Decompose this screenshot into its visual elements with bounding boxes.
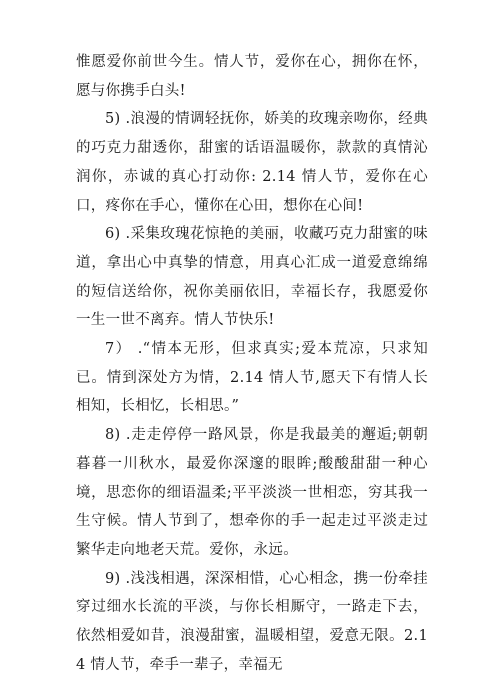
paragraph-item-8: 8) .走走停停一路风景，你是我最美的邂逅;朝朝暮暮一川秋水，最爱你深邃的眼眸;酸酸甜甜一种心境，思恋你的细语温柔;平平淡淡一世相恋，穷其我一生守候。情人节到了，想牵你的手一起走过平淡走过繁华走向地老天荒。爱你，永远。 bbox=[76, 427, 428, 558]
paragraph-continued: 惟愿爱你前世今生。情人节，爱你在心，拥你在怀，愿与你携手白头! bbox=[76, 54, 428, 99]
paragraph-item-6: 6) .采集玫瑰花惊艳的美丽，收藏巧克力甜蜜的味道，拿出心中真挚的情意，用真心汇成一道爱意绵绵的短信送给你，祝你美丽依旧，幸福长存，我愿爱你一生一世不离弃。情人节快乐! bbox=[76, 226, 428, 329]
document-body bbox=[76, 48, 428, 679]
paragraph-item-7: 7） .“情本无形，但求真实;爱本荒凉，只求知已。情到深处方为情，2.14 情人节,愿天下有情人长相知，长相忆，长相思。” bbox=[76, 341, 428, 415]
paragraph-item-9: 9) .浅浅相遇，深深相惜，心心相念，携一份牵挂穿过细水长流的平淡，与你长相厮守，一路走下去，依然相爱如昔，浪漫甜蜜，温暖相望，爱意无限。2.14 情人节，牵手一辈子，幸福无 bbox=[76, 570, 428, 673]
paragraph-item-5: 5) .浪漫的情调轻抚你，娇美的玫瑰亲吻你，经典的巧克力甜透你，甜蜜的话语温暖你，款款的真情沁润你，赤诚的真心打动你: 2.14 情人节，爱你在心口，疼你在手心，懂你在心田，想你在心间! bbox=[76, 111, 428, 214]
